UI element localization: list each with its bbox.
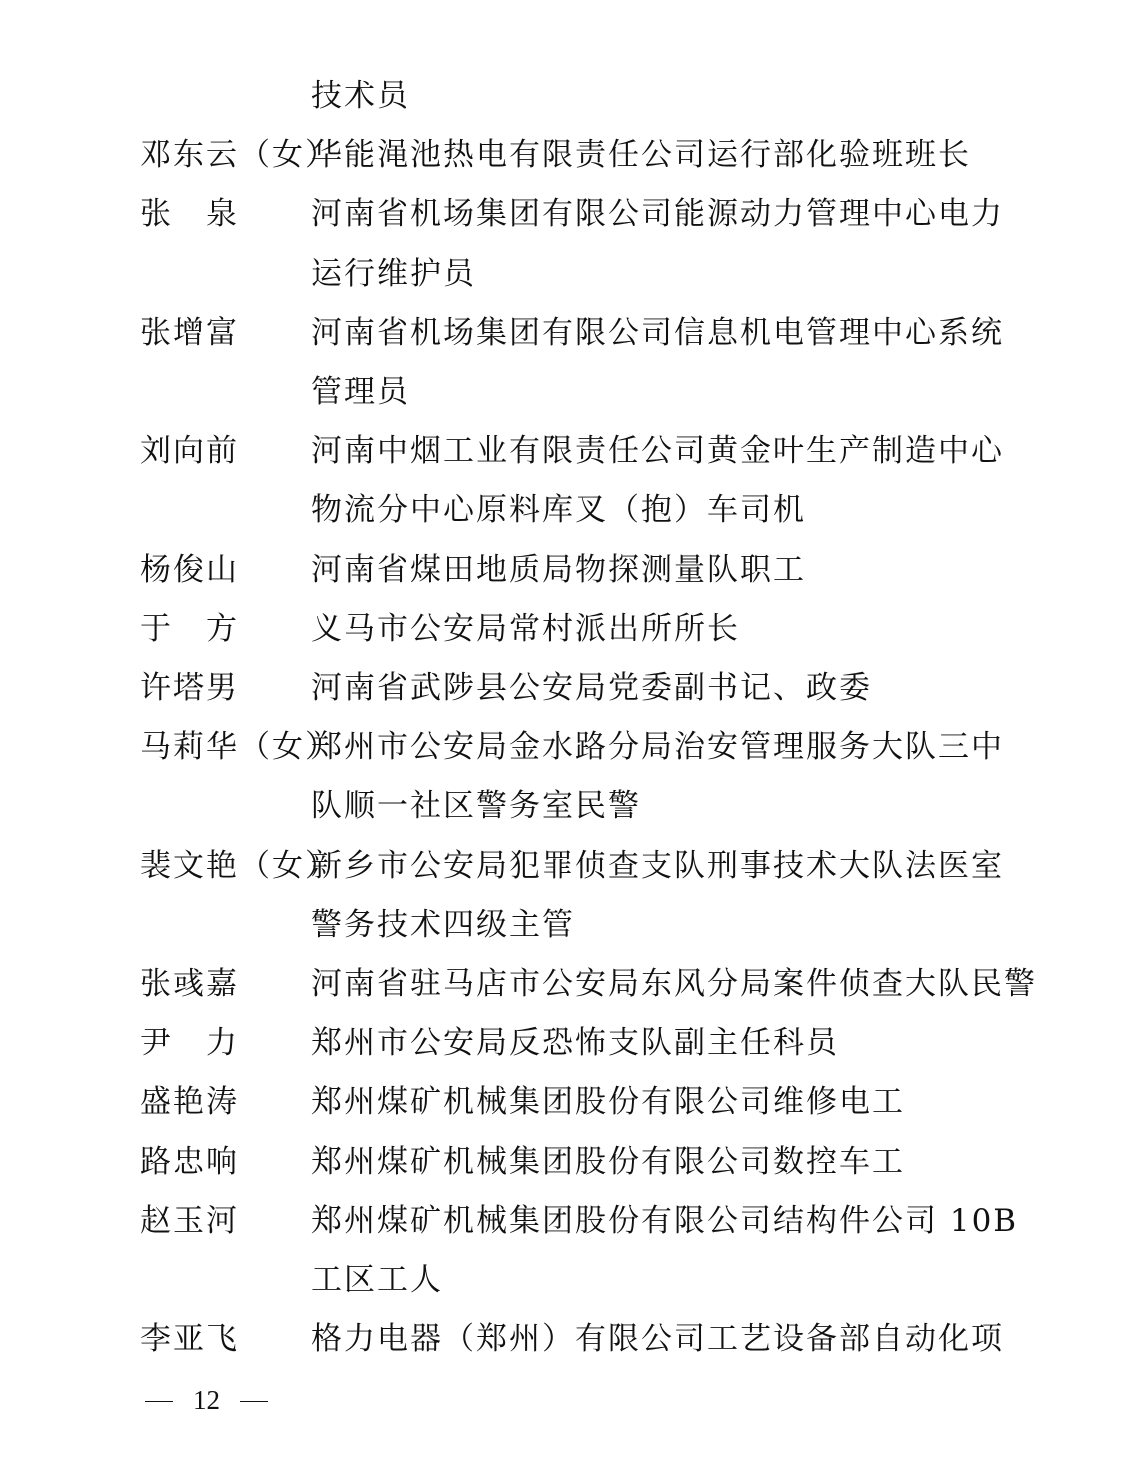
person-position: 郑州煤矿机械集团股份有限公司数控车工: [311, 1143, 905, 1180]
person-name: 盛艳涛: [140, 1084, 239, 1121]
person-position: 格力电器（郑州）有限公司工艺设备部自动化项: [311, 1321, 1004, 1358]
person-position: 队顺一社区警务室民警: [311, 788, 641, 825]
person-position: 郑州煤矿机械集团股份有限公司维修电工: [311, 1084, 905, 1121]
person-position: 技术员: [311, 78, 410, 114]
person-name: 于 方: [140, 610, 239, 647]
person-name: 张彧嘉: [140, 966, 239, 1002]
person-position: 义马市公安局常村派出所所长: [311, 610, 740, 647]
person-name: 路忠响: [140, 1143, 239, 1180]
person-name: 张 泉: [140, 196, 239, 233]
person-position: 河南中烟工业有限责任公司黄金叶生产制造中心: [311, 433, 1004, 470]
person-position: 运行维护员: [311, 255, 476, 292]
person-position: 管理员: [311, 374, 410, 410]
person-name: 尹 力: [140, 1025, 239, 1062]
person-position: 郑州煤矿机械集团股份有限公司结构件公司 10B: [311, 1202, 1019, 1239]
person-name: 刘向前: [140, 433, 239, 470]
person-name: 许塔男: [140, 670, 239, 706]
person-position: 警务技术四级主管: [311, 906, 575, 943]
person-position: 河南省机场集团有限公司信息机电管理中心系统: [311, 314, 1004, 351]
person-name: 赵玉河: [140, 1202, 239, 1239]
person-position: 河南省机场集团有限公司能源动力管理中心电力: [311, 196, 1004, 233]
person-name: 李亚飞: [140, 1321, 239, 1358]
person-position: 河南省煤田地质局物探测量队职工: [311, 551, 806, 588]
page-footer: [145, 1380, 268, 1420]
person-position: 华能渑池热电有限责任公司运行部化验班班长: [311, 137, 971, 174]
person-position: 郑州市公安局反恐怖支队副主任科员: [311, 1025, 839, 1062]
person-name: 杨俊山: [140, 551, 239, 588]
footer-dash-right: [240, 1401, 268, 1402]
person-name: 邓东云（女）: [140, 137, 338, 174]
footer-dash-left: [145, 1401, 173, 1402]
person-name: 张增富: [140, 314, 239, 351]
person-position: 工区工人: [311, 1262, 443, 1298]
person-position: 物流分中心原料库叉（抱）车司机: [311, 492, 806, 529]
person-name: 马莉华（女）: [140, 729, 338, 766]
page-number: 12: [193, 1385, 220, 1415]
person-position: 郑州市公安局金水路分局治安管理服务大队三中: [311, 729, 1004, 766]
person-name: 裴文艳（女）: [140, 847, 338, 884]
person-position: 河南省驻马店市公安局东风分局案件侦查大队民警: [311, 966, 1037, 1002]
person-position: 河南省武陟县公安局党委副书记、政委: [311, 670, 872, 706]
person-position: 新乡市公安局犯罪侦查支队刑事技术大队法医室: [311, 847, 1004, 884]
